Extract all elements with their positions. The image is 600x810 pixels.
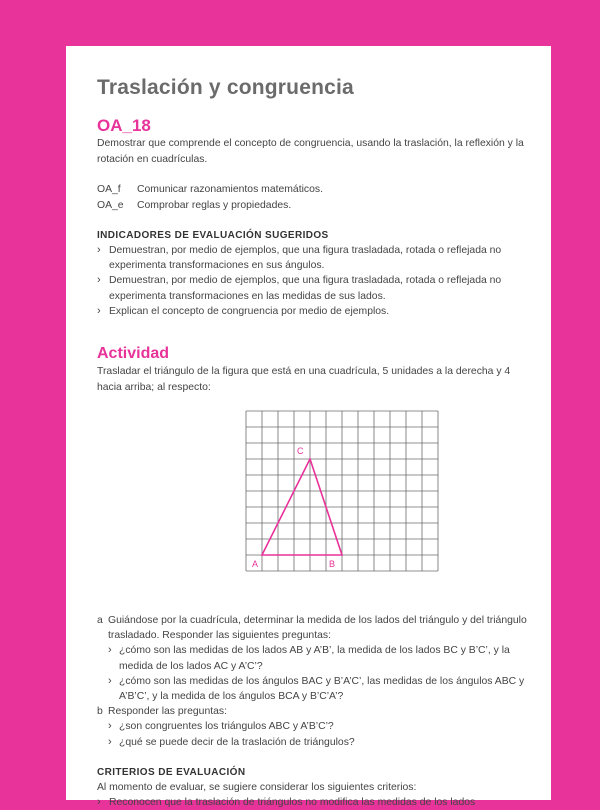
chevron-right-icon: ›: [97, 304, 101, 317]
skill-code: OA_e: [97, 200, 124, 211]
sub-question: [108, 674, 527, 704]
indicators-heading: INDICADORES DE EVALUACIÓN SUGERIDOS: [97, 230, 329, 241]
indicator-text: Explican el concepto de congruencia por medio de ejemplos.: [109, 305, 390, 317]
sub-question-text: ¿qué se puede decir de la traslación de triángulos?: [119, 736, 355, 748]
chevron-right-icon: ›: [108, 644, 112, 657]
sub-question: [108, 735, 527, 750]
chevron-right-icon: ›: [97, 796, 101, 808]
chevron-right-icon: ›: [97, 274, 101, 287]
indicator-text: Demuestran, por medio de ejemplos, que una figura trasladada, rotada o reflejada no experimenta transformaciones en las medidas de sus lados.: [109, 275, 502, 302]
sub-question-text: ¿cómo son las medidas de los lados AB y A’B’, la medida de los lados BC y B’C’, y la medida de los lados AC y A’C’?: [119, 645, 510, 672]
sub-question: [108, 643, 527, 673]
indicators-list: [97, 243, 527, 319]
skill-code: OA_f: [97, 184, 121, 195]
question-letter: b: [97, 706, 103, 718]
grid-svg: [245, 410, 439, 594]
vertex-label-a: A: [252, 559, 259, 569]
sub-question-text: ¿son congruentes los triángulos ABC y A’B’C’?: [119, 721, 334, 733]
chevron-right-icon: ›: [108, 674, 112, 687]
criteria-item: [97, 795, 527, 810]
criteria-item-text: Reconocen que la traslación de triángulos no modifica las medidas de los lados: [109, 797, 476, 808]
sub-question-text: ¿cómo son las medidas de los ángulos BAC y B’A’C’, las medidas de los ángulos ABC y A’B’C’, y la medida de los ángulos BCA y B’C’A’?: [119, 675, 525, 703]
indicator-item: [97, 304, 527, 319]
questions-list: [97, 613, 527, 750]
skill-item: [97, 198, 527, 214]
skills-list: [97, 182, 527, 214]
skill-item: [97, 182, 527, 198]
indicator-text: Demuestran, por medio de ejemplos, que una figura trasladada, rotada o reflejada no experimenta transformaciones en sus ángulos.: [109, 245, 502, 272]
chevron-right-icon: ›: [108, 735, 112, 748]
question-text: Guiándose por la cuadrícula, determinar la medida de los lados del triángulo y del triángulo trasladado. Responder las siguientes preguntas:: [108, 615, 527, 642]
indicator-item: [97, 273, 527, 303]
vertex-label-b: B: [329, 559, 336, 569]
question-text: Responder las preguntas:: [108, 706, 227, 718]
question-item: [97, 613, 527, 643]
activity-heading: Actividad: [97, 345, 170, 362]
oa-description: Demostrar que comprende el concepto de congruencia, usando la traslación, la reflexión y la rotación en cuadrículas.: [97, 138, 524, 165]
oa-code: OA_18: [97, 116, 151, 135]
chevron-right-icon: ›: [97, 244, 101, 256]
skill-text: Comprobar reglas y propiedades.: [137, 200, 292, 211]
sub-question: [108, 719, 527, 734]
activity-description: Trasladar el triángulo de la figura que está en una cuadrícula, 5 unidades a la derecha y 4 hacia arriba; al respecto:: [97, 366, 511, 393]
document-page: [66, 46, 551, 808]
skill-text: Comunicar razonamientos matemáticos.: [137, 184, 323, 195]
indicator-item: [97, 243, 527, 273]
chevron-right-icon: ›: [108, 720, 112, 733]
question-letter: a: [97, 615, 103, 626]
triangle-grid-figure: [245, 410, 439, 599]
criteria-heading: CRITERIOS DE EVALUACIÓN: [97, 767, 246, 778]
page-title: Traslación y congruencia: [97, 76, 354, 99]
question-item: [97, 704, 527, 719]
vertex-label-c: C: [297, 446, 304, 456]
criteria-description: Al momento de evaluar, se sugiere considerar los siguientes criterios:: [97, 782, 417, 793]
